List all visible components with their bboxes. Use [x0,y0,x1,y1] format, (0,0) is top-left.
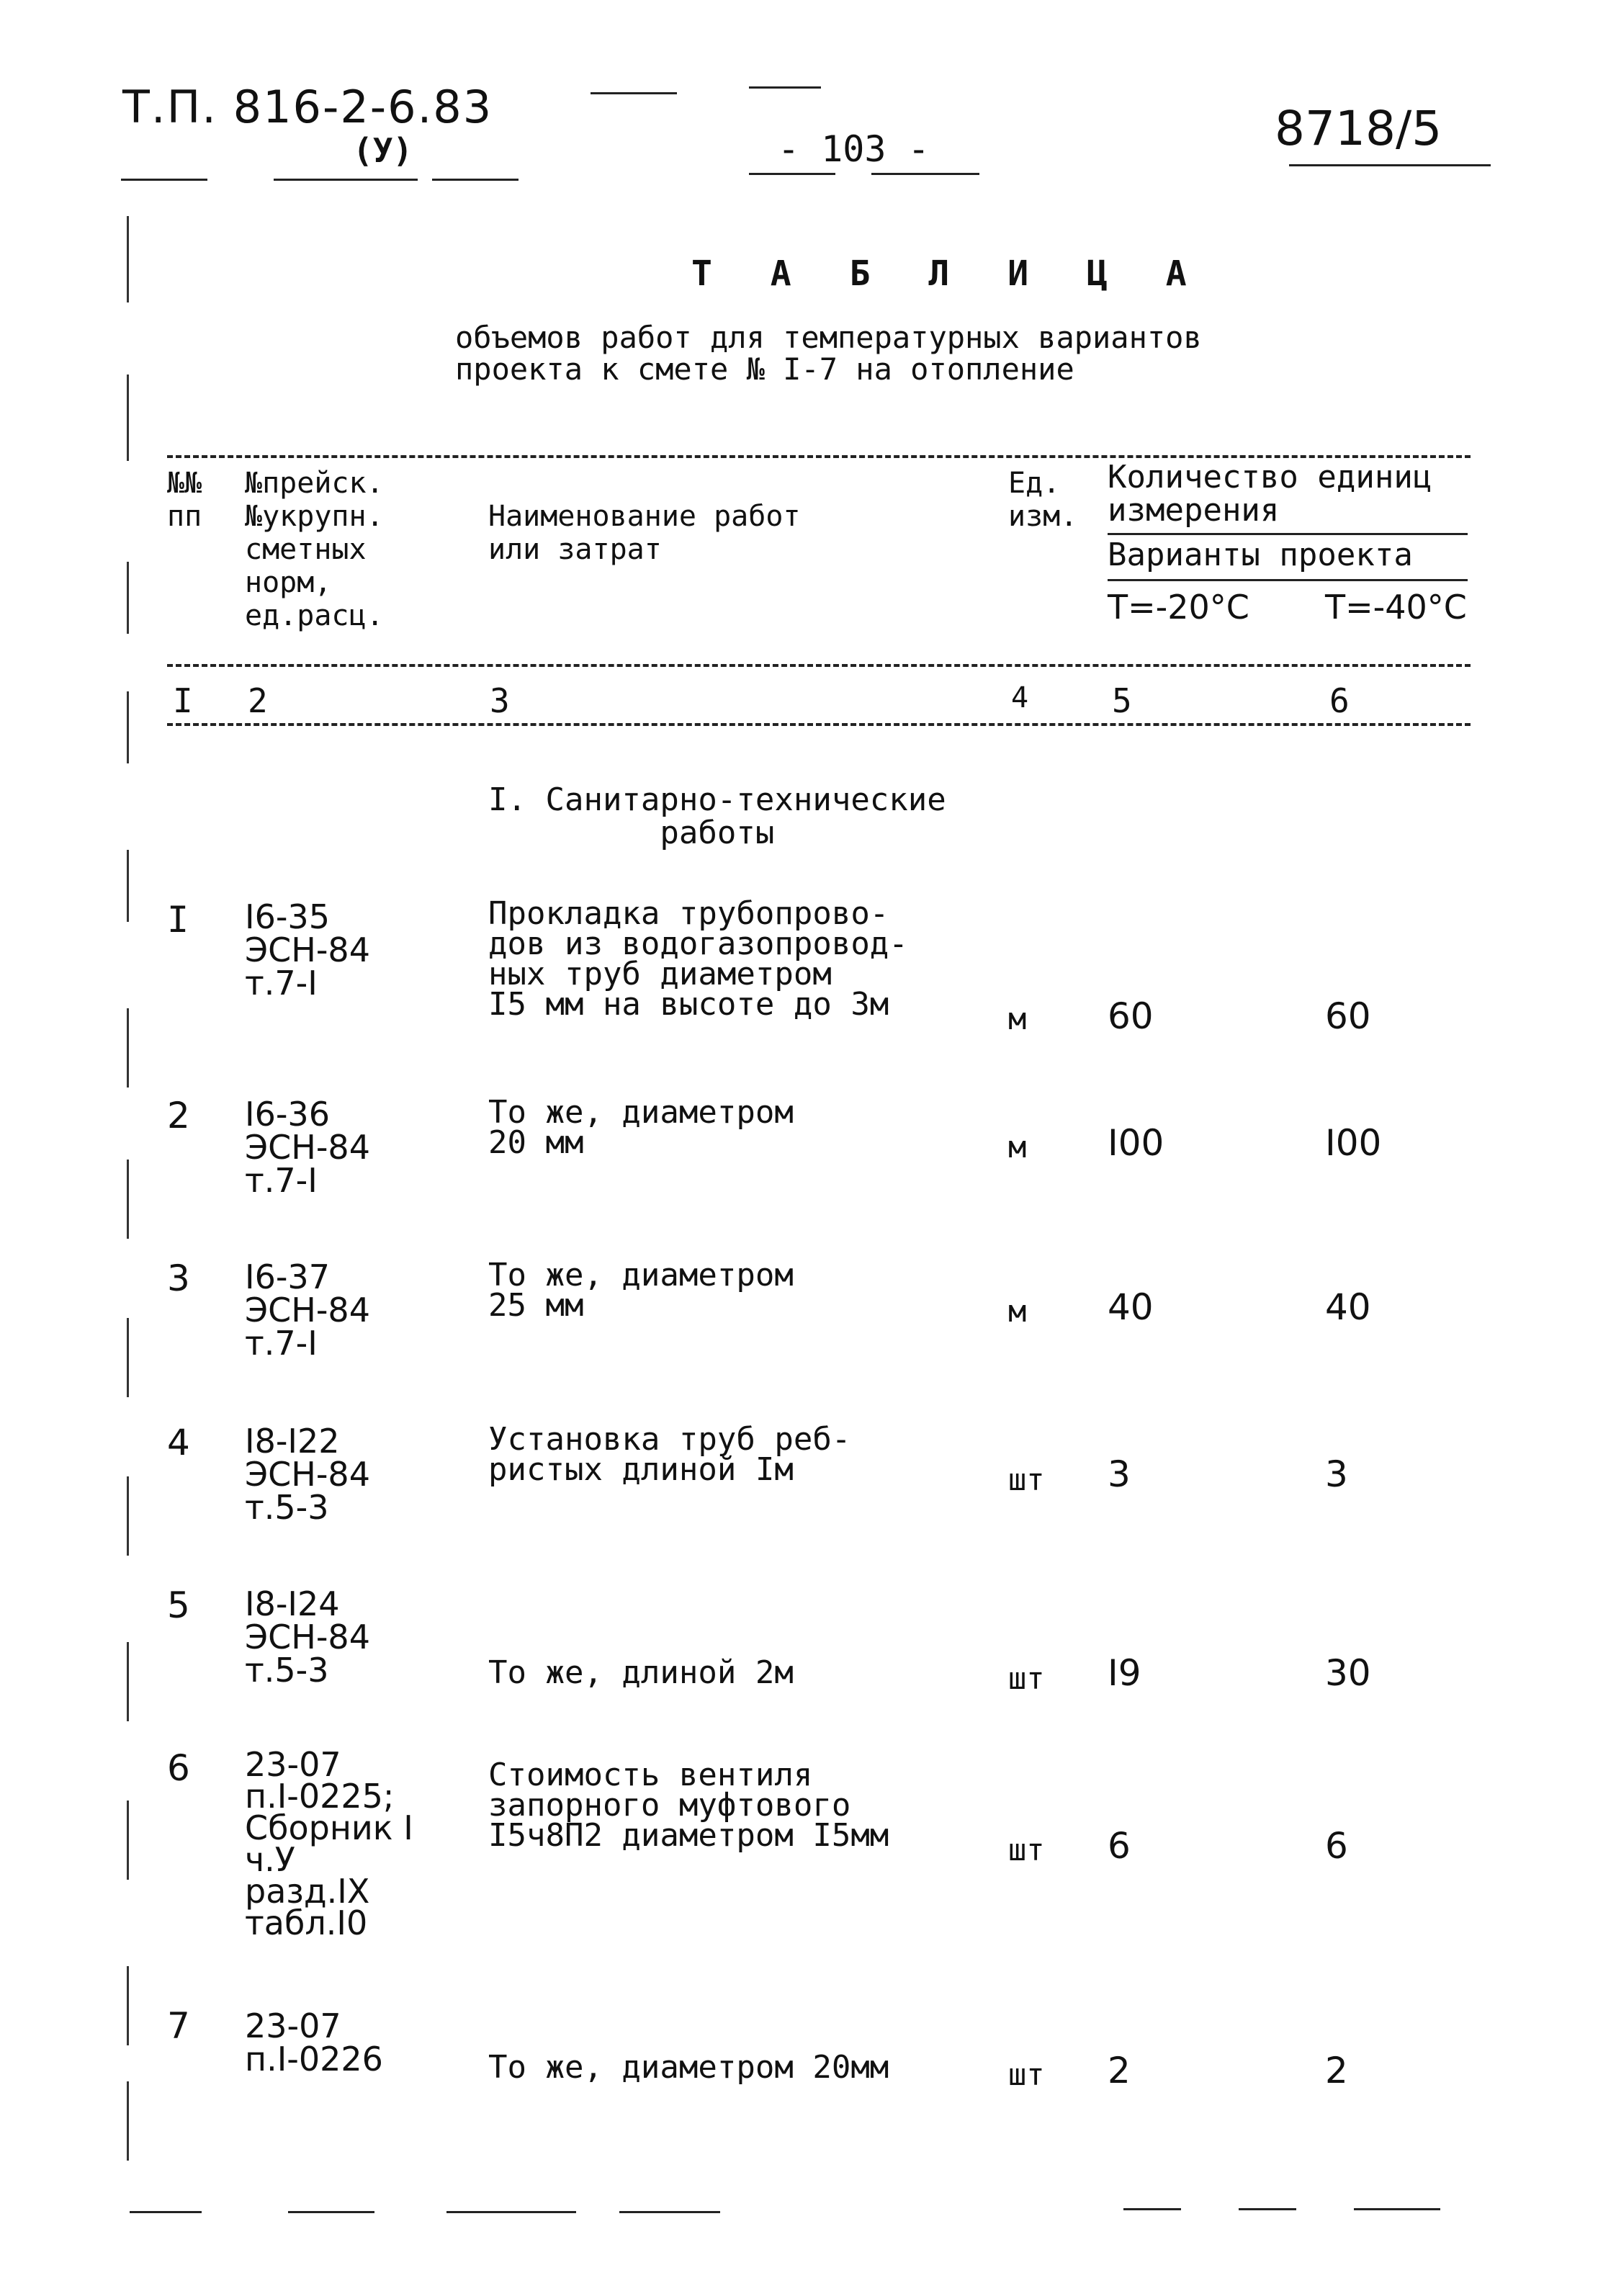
row-work-name [488,1421,851,1488]
col-header-name [488,500,800,566]
col-header-variants: Варианты проекта [1108,537,1413,573]
footer-rule [288,2211,374,2213]
margin-line [127,216,129,302]
quantity-header-rule [1108,533,1468,535]
margin-line [127,1008,129,1088]
column-number: 6 [1329,681,1350,720]
header-underline-mid [274,179,418,181]
header-bottom-rule [167,664,1471,667]
row-norm-code-line: I8-I24 [245,1584,340,1623]
row-work-name [488,1257,794,1324]
row-number: 6 [167,1747,190,1789]
footer-rule [1123,2208,1181,2210]
row-number: 2 [167,1095,190,1136]
col-header-num [167,467,202,533]
col-header-quantity [1108,461,1432,527]
row-norm-code-line: 23-07 [245,2006,341,2045]
row-value-t1: 60 [1108,995,1154,1037]
row-norm-code-line: т.7-I [245,964,318,1003]
margin-line [127,691,129,763]
row-work-name-line: Стоимость вентиля [488,1757,813,1793]
row-norm-code-line: I6-37 [245,1257,330,1296]
margin-line [127,2081,129,2161]
col-header-unit-line: Ед. [1008,467,1061,500]
row-norm-code [245,1095,370,1200]
col-header-code-line: сметных [245,533,367,566]
table-top-rule [167,455,1471,458]
row-norm-code-line: п.I-0225; [245,1777,395,1816]
row-norm-code [245,897,370,1003]
header-underline-mid2 [432,179,519,181]
row-work-name [488,1654,794,1691]
row-work-name-line: То же, диаметром [488,1257,794,1293]
document-code: Т.П. 816-2-6.83 [122,81,493,133]
column-number: I [173,681,193,720]
margin-line [127,1160,129,1239]
col-header-unit [1008,467,1077,533]
row-norm-code [245,1745,413,1942]
header-overline-2 [749,86,821,89]
row-norm-code-line: 23-07 [245,1745,341,1784]
row-value-t1: I00 [1108,1122,1164,1164]
footer-rule [446,2211,576,2213]
row-norm-code-line: ч.У [245,1840,295,1879]
row-norm-code-line: ЭСН-84 [245,1128,370,1167]
row-unit: м [1008,1129,1027,1165]
header-underline-left [121,179,207,181]
section-title [488,781,946,851]
row-work-name-line: I5ч8П2 диаметром I5мм [488,1817,889,1854]
row-value-t2: 2 [1325,2050,1348,2091]
table-title: Т А Б Л И Ц А [691,254,1206,294]
col-header-quantity-line: измерения [1108,492,1280,529]
row-work-name-line: То же, диаметром [488,1094,794,1131]
col-header-code-line: ед.расц. [245,599,384,632]
row-work-name-line: То же, диаметром 20мм [488,2049,889,2086]
margin-line [127,1642,129,1721]
col-header-name-line: или затрат [488,533,662,566]
margin-line [127,1966,129,2045]
page-number-underline [749,173,835,175]
header-overline-1 [591,92,677,94]
row-number: I [167,899,189,941]
column-numbers-bottom-rule [167,723,1471,726]
row-norm-code [245,2006,383,2078]
row-norm-code-line: Сборник I [245,1808,413,1847]
row-norm-code-line: I6-36 [245,1095,330,1134]
row-value-t1: 40 [1108,1286,1154,1328]
column-number: 3 [490,681,510,720]
col-header-num-line: пп [167,500,202,533]
row-work-name-line: ных труб диаметром [488,956,832,992]
row-work-name-line: 20 мм [488,1124,584,1161]
row-number: 4 [167,1422,190,1463]
row-work-name-line: Установка труб реб- [488,1421,851,1458]
row-norm-code-line: п.I-0226 [245,2040,383,2078]
margin-line [127,850,129,922]
row-value-t1: I9 [1108,1652,1141,1694]
row-norm-code [245,1584,370,1690]
margin-line [127,1318,129,1397]
row-work-name-line: То же, длиной 2м [488,1654,794,1691]
col-header-code-line: №укрупн. [245,500,384,533]
document-code-suffix: (У) [353,131,413,170]
footer-rule [130,2211,202,2213]
page-number: - 103 - [778,128,930,170]
row-norm-code [245,1257,370,1363]
row-norm-code-line: ЭСН-84 [245,1455,370,1494]
margin-line [127,375,129,461]
col-header-variant-t1: Т=-20°С [1108,588,1249,627]
margin-line [127,562,129,634]
row-work-name-line: I5 мм на высоте до 3м [488,986,889,1023]
col-header-code-line: №прейск. [245,467,384,500]
table-subtitle-line1: объемов работ для температурных вариантов [455,320,1202,355]
section-title-line: работы [660,815,775,851]
row-work-name-line: 25 мм [488,1287,584,1324]
col-header-num-line: №№ [167,467,202,500]
page-number-underline-2 [871,173,979,175]
row-norm-code-line: I8-I22 [245,1422,340,1461]
sheet-number-underline [1289,164,1491,166]
row-value-t1: 6 [1108,1825,1131,1867]
row-number: 5 [167,1584,190,1626]
row-number: 3 [167,1257,190,1299]
row-unit: шт [1008,1832,1045,1867]
row-unit: шт [1008,1462,1045,1497]
row-unit: м [1008,1001,1027,1036]
row-unit: шт [1008,1661,1045,1696]
variants-header-rule [1108,579,1468,581]
col-header-name-line: Наименование работ [488,500,801,533]
row-norm-code-line: разд.IX [245,1872,370,1911]
row-unit: шт [1008,2057,1045,2092]
sheet-number: 8718/5 [1275,101,1442,156]
row-work-name-line: дов из водогазопровод- [488,925,908,962]
row-value-t2: I00 [1325,1122,1382,1164]
margin-line [127,1476,129,1556]
row-norm-code-line: ЭСН-84 [245,1291,370,1329]
row-work-name-line: запорного муфтового [488,1787,851,1824]
row-work-name [488,895,908,1023]
margin-line [127,1801,129,1880]
row-norm-code-line: т.7-I [245,1161,318,1200]
row-work-name [488,2049,889,2086]
footer-rule [1239,2208,1296,2210]
row-work-name [488,1757,889,1854]
row-norm-code-line: ЭСН-84 [245,930,370,969]
footer-rule [1354,2208,1440,2210]
row-value-t2: 30 [1325,1652,1371,1694]
row-value-t2: 3 [1325,1453,1348,1495]
row-work-name-line: Прокладка трубопрово- [488,895,889,932]
row-norm-code-line: т.5-3 [245,1651,329,1690]
row-norm-code [245,1422,370,1527]
col-header-code [245,467,384,632]
row-norm-code-line: I6-35 [245,897,330,936]
col-header-unit-line: изм. [1008,500,1078,533]
row-norm-code-line: табл.I0 [245,1903,368,1942]
row-value-t2: 40 [1325,1286,1371,1328]
row-value-t2: 6 [1325,1825,1348,1867]
section-title-line: I. Санитарно-технические [488,781,946,818]
col-header-code-line: норм, [245,566,332,599]
row-value-t1: 2 [1108,2050,1131,2091]
col-header-quantity-line: Количество единиц [1108,459,1432,495]
row-value-t2: 60 [1325,995,1371,1037]
column-number: 5 [1112,681,1132,720]
row-norm-code-line: т.7-I [245,1324,318,1363]
col-header-variant-t2: Т=-40°С [1325,588,1467,627]
row-work-name [488,1094,794,1161]
row-number: 7 [167,2005,190,2047]
row-value-t1: 3 [1108,1453,1131,1495]
table-subtitle-line2: проекта к смете № I-7 на отопление [455,351,1074,387]
footer-rule [619,2211,720,2213]
row-norm-code-line: т.5-3 [245,1488,329,1527]
row-norm-code-line: ЭСН-84 [245,1618,370,1656]
column-number: 2 [248,681,268,720]
row-work-name-line: ристых длиной Iм [488,1451,794,1488]
column-number: 4 [1011,681,1029,714]
row-unit: м [1008,1293,1027,1329]
